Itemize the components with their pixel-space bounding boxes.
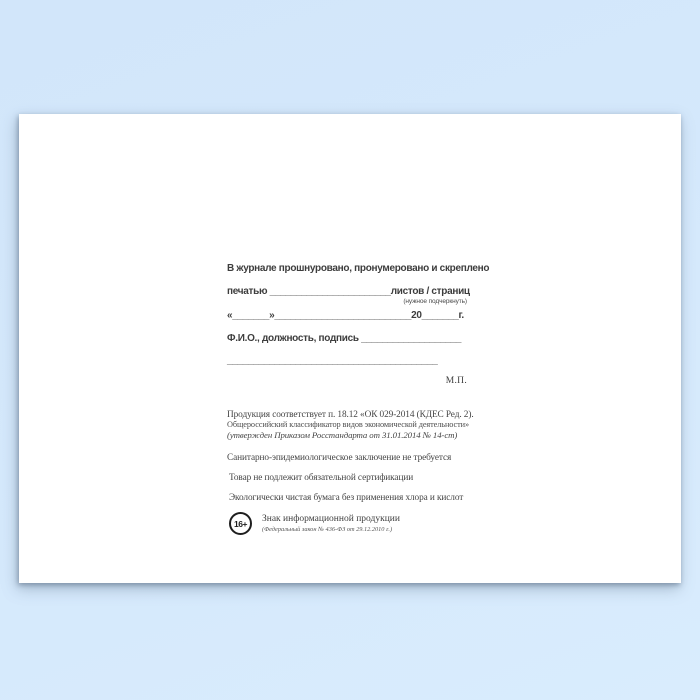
stamp-place-abbreviation: М.П.: [445, 376, 467, 386]
information-product-mark-label: Знак информационной продукции: [262, 514, 400, 524]
journal-back-page: [19, 114, 681, 583]
product-classifier-line-1: Продукция соответствует п. 18.12 «ОК 029-2014 (КДЕС Ред. 2).: [227, 410, 474, 420]
age-rating-16plus-icon: 16+: [229, 512, 252, 535]
stitched-certification-line: В журнале прошнуровано, пронумеровано и скреплено: [227, 263, 490, 274]
underline-what-applies-note: (нужное подчеркнуть): [403, 298, 467, 305]
product-classifier-line-2: Общероссийский классификатор видов экономической деятельности»: [227, 420, 470, 429]
sanitary-statement: Санитарно-эпидемиологическое заключение не требуется: [227, 453, 452, 463]
eco-paper-statement: Экологически чистая бумага без применения хлора и кислот: [229, 493, 464, 503]
product-classifier-line-3: (утвержден Приказом Росстандарта от 31.01.2014 № 14-ст): [227, 430, 458, 440]
stamp-sheets-line: печатью _______________________листов / страниц: [227, 286, 470, 297]
certification-statement: Товар не подлежит обязательной сертификации: [229, 473, 414, 483]
federal-law-reference: (Федеральный закон № 436-ФЗ от 29.12.2010 г.): [262, 526, 393, 533]
signature-blank-line: ________________________________________: [227, 355, 438, 366]
date-blank-line: «_______»__________________________20_______г.: [227, 310, 464, 321]
fio-position-signature-line: Ф.И.О., должность, подпись ___________________: [227, 333, 462, 344]
